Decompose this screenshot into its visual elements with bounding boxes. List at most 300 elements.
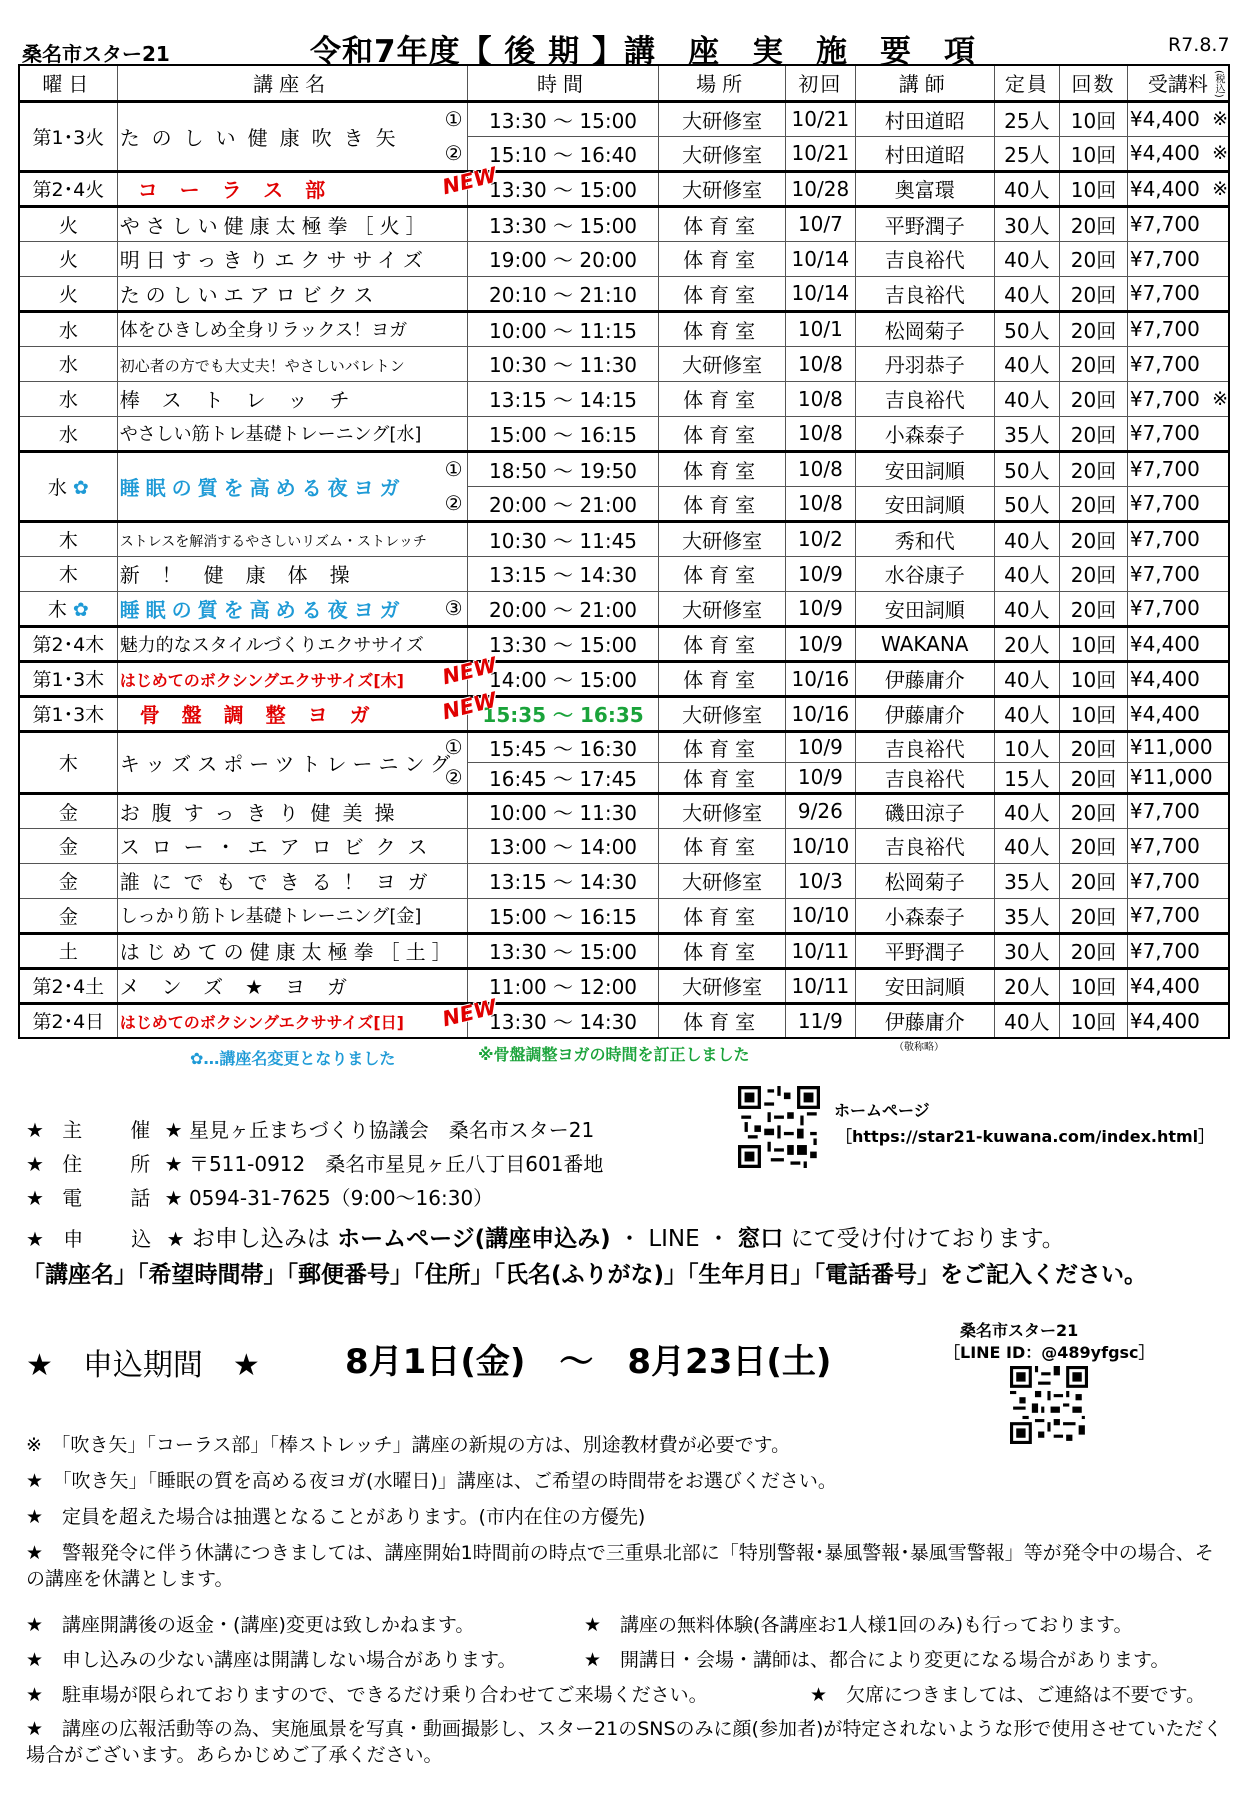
course-cell	[117, 968, 467, 1003]
table-row	[19, 696, 1229, 731]
material-fee-mark: ※	[1212, 177, 1228, 200]
day-cell	[19, 451, 117, 521]
instructor-cell: 伊藤庸介	[855, 1003, 994, 1038]
time-cell: 13:30 ～ 15:00	[467, 206, 659, 241]
place-cell: 体育室	[659, 828, 785, 863]
first-date-cell: 10/8	[785, 486, 855, 521]
count-cell: 20回	[1060, 591, 1128, 626]
instructor-cell: WAKANA	[855, 626, 994, 661]
line-id: ［LINE ID：@489yfgsc］	[944, 1343, 1155, 1362]
fee-value: ¥4,400	[1129, 176, 1200, 201]
star-icon: ★	[164, 1152, 183, 1176]
fee-cell: ¥7,700	[1127, 416, 1229, 451]
address-line	[26, 1148, 603, 1177]
col-count: 回数	[1060, 65, 1128, 101]
note-cancel-low: ★ 申し込みの少ない講座は開講しない場合があります。	[26, 1649, 517, 1671]
address-label: 住 所	[62, 1152, 165, 1176]
course-name: はじめてのボクシングエクササイズ[日]	[119, 1012, 404, 1032]
table-row	[19, 793, 1229, 828]
day-cell: 第2･4土	[19, 968, 117, 1003]
address-value: 〒511-0912 桑名市星見ヶ丘八丁目601番地	[188, 1152, 604, 1176]
course-cell	[117, 652, 499, 696]
course-cell	[117, 311, 467, 346]
day-cell: 第2･4木	[19, 626, 117, 661]
apply-window: 窓口	[737, 1226, 784, 1252]
instructor-cell: 安田詞順	[855, 486, 994, 521]
first-date-cell: 10/2	[785, 521, 855, 556]
table-row	[19, 101, 1229, 136]
apply-post: にて受け付けております。	[790, 1226, 1065, 1252]
course-name: キッズスポーツトレーニング	[119, 751, 457, 776]
time-cell: 18:50 ～ 19:50	[467, 451, 659, 486]
note-weather: ★ 警報発令に伴う休講につきましては、講座開始1時間前の時点で三重県北部に「特別警報･暴風警報･暴風雪警報」等が発令中の場合、その講座を休講とします。	[26, 1542, 1214, 1590]
session-marker: ②	[444, 490, 463, 515]
time-cell: 13:15 ～ 14:30	[467, 556, 659, 591]
first-date-cell: 10/9	[785, 626, 855, 661]
capacity-cell: 50人	[994, 451, 1059, 486]
fee-cell: ¥4,400	[1127, 626, 1229, 661]
apply-pre: お申し込みは	[191, 1226, 330, 1252]
honorific-note: （敬称略）	[894, 1042, 944, 1053]
instructor-cell: 磯田涼子	[855, 793, 994, 828]
course-cell	[117, 793, 467, 828]
fee-cell: ¥7,700	[1127, 933, 1229, 968]
fee-cell: ¥7,700	[1127, 311, 1229, 346]
course-name: 明日すっきりエクササイズ	[119, 248, 429, 272]
capacity-cell: 40人	[994, 171, 1059, 206]
place-cell: 体育室	[659, 206, 785, 241]
course-name: 体をひきしめ全身リラックス！ヨガ	[119, 320, 408, 341]
capacity-cell: 40人	[994, 1003, 1059, 1038]
day-cell: 水	[19, 311, 117, 346]
time-cell: 13:00 ～ 14:00	[467, 828, 659, 863]
star-icon: ★	[26, 1186, 44, 1210]
fee-value: ¥4,400	[1129, 107, 1200, 131]
col-day: 曜日	[19, 65, 117, 101]
time-cell: 15:00 ～ 16:15	[467, 416, 659, 451]
first-date-cell: 10/8	[785, 346, 855, 381]
homepage-label: ホームページ	[834, 1101, 930, 1120]
count-cell: 10回	[1060, 101, 1128, 136]
place-cell: 大研修室	[659, 793, 785, 828]
first-date-cell: 10/8	[785, 381, 855, 416]
course-cell	[117, 898, 467, 933]
place-cell: 体育室	[659, 381, 785, 416]
table-row	[19, 381, 1229, 416]
time-cell: 20:10 ～ 21:10	[467, 276, 659, 311]
course-name: やさしい健康太極拳［火］	[119, 213, 432, 238]
time-cell: 15:45 ～ 16:30	[467, 731, 659, 762]
schedule-body	[19, 101, 1229, 1038]
table-row	[19, 346, 1229, 381]
course-name: メンズ★ヨガ	[119, 975, 370, 999]
table-row	[19, 968, 1229, 1003]
course-name: お腹すっきり健美操	[119, 800, 407, 825]
day-cell: 木	[19, 731, 117, 793]
instructor-cell: 伊藤庸介	[855, 696, 994, 731]
organizer-label: 主 催	[62, 1118, 165, 1142]
fee-value: ¥4,400	[1129, 141, 1200, 165]
instructor-cell: 吉良裕代	[855, 731, 994, 762]
time-cell: 13:30 ～ 15:00	[467, 933, 659, 968]
place-cell: 大研修室	[659, 591, 785, 626]
col-fee-tax-tag: (税込)	[1213, 70, 1224, 98]
session-marker: ①	[444, 735, 463, 760]
count-cell: 10回	[1060, 136, 1128, 171]
course-cell	[117, 241, 467, 276]
time-cell: 10:00 ～ 11:15	[467, 311, 659, 346]
fee-cell: ¥7,700	[1127, 241, 1229, 276]
fee-cell: ¥7,700	[1127, 556, 1229, 591]
instructor-cell: 吉良裕代	[855, 828, 994, 863]
apply-label: 申 込	[63, 1227, 166, 1251]
time-cell: 11:00 ～ 12:00	[467, 968, 659, 1003]
course-name: はじめてのボクシングエクササイズ[木]	[119, 670, 404, 690]
course-cell	[117, 828, 467, 863]
note-free-trial: ★ 講座の無料体験(各講座お1人様1回のみ)も行っております。	[584, 1614, 1133, 1636]
place-cell: 体育室	[659, 416, 785, 451]
capacity-cell: 35人	[994, 898, 1059, 933]
course-name: たのしい健康吹き矢	[119, 125, 408, 150]
instructor-cell: 吉良裕代	[855, 276, 994, 311]
time-cell: 20:00 ～ 21:00	[467, 486, 659, 521]
day-cell: 第1･3火	[19, 101, 117, 171]
fee-cell: ¥4,400	[1127, 696, 1229, 731]
capacity-cell: 40人	[994, 793, 1059, 828]
day-cell: 木	[19, 556, 117, 591]
fee-cell: ¥7,700	[1127, 828, 1229, 863]
instructor-cell: 秀和代	[855, 521, 994, 556]
time-cell: 10:00 ～ 11:30	[467, 793, 659, 828]
star-icon: ★	[164, 1186, 183, 1210]
course-name: コーラス部	[137, 178, 348, 202]
capacity-cell: 40人	[994, 661, 1059, 696]
note-lottery: ★ 定員を超えた場合は抽選となることがあります。(市内在住の方優先)	[26, 1506, 646, 1528]
star-icon: ★	[164, 1118, 183, 1142]
count-cell: 20回	[1060, 416, 1128, 451]
count-cell: 10回	[1060, 696, 1128, 731]
name-change-note: ✿…講座名変更となりました	[190, 1049, 396, 1068]
count-cell: 10回	[1060, 968, 1128, 1003]
course-cell	[117, 346, 467, 381]
capacity-cell: 40人	[994, 556, 1059, 591]
first-date-cell: 10/9	[785, 731, 855, 762]
fee-cell	[1127, 381, 1229, 416]
course-cell	[117, 687, 499, 731]
first-date-cell: 10/28	[785, 171, 855, 206]
course-cell	[117, 626, 467, 661]
fee-cell: ¥7,700	[1127, 591, 1229, 626]
place-cell: 体育室	[659, 661, 785, 696]
capacity-cell: 40人	[994, 696, 1059, 731]
table-row	[19, 521, 1229, 556]
fee-cell: ¥7,700	[1127, 793, 1229, 828]
time-cell: 13:15 ～ 14:30	[467, 863, 659, 898]
course-cell	[117, 863, 467, 898]
day-cell: 火	[19, 276, 117, 311]
course-name: 初心者の方でも大丈夫！やさしいバレトン	[119, 356, 405, 375]
day-cell: 水	[19, 381, 117, 416]
course-cell	[117, 556, 467, 591]
time-correction-note: ※骨盤調整ヨガの時間を訂正しました	[478, 1045, 750, 1064]
table-row	[19, 731, 1229, 762]
table-row	[19, 276, 1229, 311]
course-name: 睡眠の質を高める夜ヨガ	[119, 597, 406, 622]
count-cell: 10回	[1060, 661, 1128, 696]
schedule-table	[18, 64, 1230, 1039]
table-header-row	[19, 65, 1229, 101]
fee-cell: ¥7,700	[1127, 451, 1229, 486]
time-cell: 15:35 ～ 16:35	[467, 696, 659, 731]
place-cell: 大研修室	[659, 136, 785, 171]
place-cell: 体育室	[659, 311, 785, 346]
capacity-cell: 35人	[994, 416, 1059, 451]
table-row	[19, 556, 1229, 591]
phone-label: 電 話	[62, 1186, 165, 1210]
homepage-url[interactable]: ［https://star21-kuwana.com/index.html］	[836, 1127, 1215, 1146]
first-date-cell: 10/16	[785, 661, 855, 696]
place-cell: 体育室	[659, 626, 785, 661]
instructor-cell: 丹羽恭子	[855, 346, 994, 381]
flower-icon: ✿	[72, 598, 89, 621]
session-marker: ②	[444, 764, 463, 789]
capacity-cell: 30人	[994, 206, 1059, 241]
star-icon: ★	[26, 1118, 44, 1142]
instructor-cell: 安田詞順	[855, 451, 994, 486]
instructor-cell: 平野潤子	[855, 206, 994, 241]
instructor-cell: 小森泰子	[855, 898, 994, 933]
capacity-cell: 40人	[994, 276, 1059, 311]
instructor-cell: 松岡菊子	[855, 311, 994, 346]
first-date-cell: 10/9	[785, 556, 855, 591]
day-cell: 木	[19, 521, 117, 556]
day-cell: 第1･3木	[19, 661, 117, 696]
count-cell: 20回	[1060, 731, 1128, 762]
time-cell: 10:30 ～ 11:45	[467, 521, 659, 556]
session-marker: ①	[444, 457, 463, 482]
count-cell: 20回	[1060, 486, 1128, 521]
phone-line	[26, 1182, 493, 1211]
time-cell: 14:00 ～ 15:00	[467, 661, 659, 696]
capacity-cell: 40人	[994, 346, 1059, 381]
session-marker: ③	[444, 596, 463, 620]
count-cell: 10回	[1060, 171, 1128, 206]
instructor-cell: 平野潤子	[855, 933, 994, 968]
first-date-cell: 10/7	[785, 206, 855, 241]
count-cell: 20回	[1060, 276, 1128, 311]
table-row	[19, 933, 1229, 968]
apply-line	[26, 1220, 1065, 1253]
first-date-cell: 10/3	[785, 863, 855, 898]
document-title: 令和7年度【 後 期 】講 座 実 施 要 項	[310, 34, 976, 70]
fee-cell: ¥4,400	[1127, 661, 1229, 696]
place-cell: 体育室	[659, 451, 785, 486]
time-cell: 13:30 ～ 15:00	[467, 101, 659, 136]
table-row	[19, 591, 1229, 626]
material-fee-mark: ※	[1212, 387, 1228, 410]
course-name: やさしい筋トレ基礎トレーニング[水]	[119, 424, 422, 445]
day-cell: 金	[19, 863, 117, 898]
capacity-cell: 35人	[994, 863, 1059, 898]
instructor-cell: 松岡菊子	[855, 863, 994, 898]
place-cell: 大研修室	[659, 696, 785, 731]
fee-value: ¥7,700	[1129, 386, 1200, 411]
material-fee-mark: ※	[1212, 142, 1228, 164]
capacity-cell: 40人	[994, 521, 1059, 556]
first-date-cell: 9/26	[785, 793, 855, 828]
place-cell: 体育室	[659, 933, 785, 968]
table-row	[19, 451, 1229, 486]
first-date-cell: 10/1	[785, 311, 855, 346]
day-label: 水	[47, 476, 67, 499]
time-cell: 15:10 ～ 16:40	[467, 136, 659, 171]
time-cell: 13:30 ～ 15:00	[467, 171, 659, 206]
fee-cell: ¥11,000	[1127, 731, 1229, 762]
course-cell	[117, 591, 467, 626]
first-date-cell: 10/11	[785, 933, 855, 968]
count-cell: 20回	[1060, 521, 1128, 556]
col-time: 時間	[467, 65, 659, 101]
table-row	[19, 898, 1229, 933]
course-name: スロー・エアロビクス	[119, 835, 440, 859]
fee-cell: ¥7,700	[1127, 863, 1229, 898]
table-row	[19, 171, 1229, 206]
day-cell: 金	[19, 898, 117, 933]
fee-cell: ¥7,700	[1127, 276, 1229, 311]
time-cell: 10:30 ～ 11:30	[467, 346, 659, 381]
capacity-cell: 40人	[994, 241, 1059, 276]
note-photo: ★ 講座の広報活動等の為、実施風景を写真・動画撮影し、スター21のSNSのみに顔(参加者)が特定されないような形で使用させていただく場合がございます。あらかじめご了承ください。	[26, 1718, 1223, 1766]
course-name: 骨盤調整ヨガ	[139, 703, 392, 727]
note-material-fee: ※ 「吹き矢」「コーラス部」「棒ストレッチ」講座の新規の方は、別途教材費が必要です。	[26, 1434, 791, 1456]
note-parking: ★ 駐車場が限られておりますので、できるだけ乗り合わせてご来場ください。	[26, 1684, 708, 1706]
count-cell: 20回	[1060, 206, 1128, 241]
count-cell: 20回	[1060, 863, 1128, 898]
capacity-cell: 50人	[994, 311, 1059, 346]
instructor-cell: 伊藤庸介	[855, 661, 994, 696]
day-label: 木	[47, 598, 67, 621]
time-cell: 15:00 ～ 16:15	[467, 898, 659, 933]
course-name: 魅力的なスタイルづくりエクササイズ	[119, 634, 424, 656]
col-course: 講座名	[117, 65, 467, 101]
instructor-cell: 小森泰子	[855, 416, 994, 451]
first-date-cell: 10/16	[785, 696, 855, 731]
first-date-cell: 10/9	[785, 762, 855, 793]
organization-name: 桑名市スター21	[22, 42, 170, 66]
fee-cell: ¥7,700	[1127, 206, 1229, 241]
table-row	[19, 311, 1229, 346]
apply-required-fields: 「講座名」「希望時間帯」「郵便番号」「住所」「氏名(ふりがな)」「生年月日」「電話番号」をご記入ください。	[22, 1262, 1148, 1288]
place-cell: 大研修室	[659, 521, 785, 556]
instructor-cell: 吉良裕代	[855, 762, 994, 793]
instructor-cell: 安田詞順	[855, 591, 994, 626]
phone-value: 0594-31-7625（9:00～16:30）	[188, 1186, 494, 1210]
count-cell: 20回	[1060, 346, 1128, 381]
new-badge: NEW	[439, 687, 499, 724]
instructor-cell: 安田詞順	[855, 968, 994, 1003]
fee-cell	[1127, 171, 1229, 206]
star-icon: ★	[26, 1227, 44, 1251]
count-cell: 10回	[1060, 626, 1128, 661]
capacity-cell: 20人	[994, 626, 1059, 661]
place-cell: 大研修室	[659, 968, 785, 1003]
col-fee-label: 受講料	[1147, 72, 1208, 97]
star-icon: ★	[26, 1152, 44, 1176]
first-date-cell: 11/9	[785, 1003, 855, 1038]
fee-cell	[1127, 101, 1229, 136]
fee-cell: ¥11,000	[1127, 762, 1229, 793]
day-cell: 第1･3木	[19, 696, 117, 731]
first-date-cell: 10/9	[785, 591, 855, 626]
place-cell: 体育室	[659, 762, 785, 793]
new-badge: NEW	[439, 652, 499, 689]
col-fee	[1127, 65, 1229, 101]
count-cell: 20回	[1060, 451, 1128, 486]
course-cell	[117, 381, 467, 416]
apply-mid: ・ LINE ・	[618, 1226, 730, 1252]
capacity-cell: 25人	[994, 136, 1059, 171]
fee-cell	[1127, 136, 1229, 171]
place-cell: 体育室	[659, 276, 785, 311]
place-cell: 体育室	[659, 731, 785, 762]
instructor-cell: 村田道昭	[855, 101, 994, 136]
time-cell: 16:45 ～ 17:45	[467, 762, 659, 793]
session-marker: ①	[444, 107, 463, 132]
course-cell	[117, 416, 467, 451]
session-marker: ②	[444, 140, 463, 165]
capacity-cell: 15人	[994, 762, 1059, 793]
day-cell: 金	[19, 828, 117, 863]
fee-cell: ¥4,400	[1127, 968, 1229, 1003]
col-capacity: 定員	[994, 65, 1059, 101]
place-cell: 体育室	[659, 1003, 785, 1038]
flower-icon: ✿	[72, 476, 89, 499]
place-cell: 体育室	[659, 486, 785, 521]
star-icon: ★	[166, 1227, 185, 1251]
capacity-cell: 20人	[994, 968, 1059, 1003]
course-cell	[117, 101, 467, 171]
course-name: はじめての健康太極拳［土］	[119, 940, 458, 964]
line-org-name: 桑名市スター21	[960, 1321, 1079, 1340]
count-cell: 20回	[1060, 898, 1128, 933]
note-absence: ★ 欠席につきましては、ご連絡は不要です。	[810, 1684, 1206, 1706]
col-first: 初回	[785, 65, 855, 101]
new-badge: NEW	[439, 994, 499, 1031]
count-cell: 20回	[1060, 933, 1128, 968]
place-cell: 体育室	[659, 556, 785, 591]
line-qr-icon[interactable]	[1010, 1366, 1088, 1444]
course-cell	[117, 162, 499, 206]
capacity-cell: 40人	[994, 381, 1059, 416]
organizer-line	[26, 1114, 594, 1143]
first-date-cell: 10/10	[785, 898, 855, 933]
table-row	[19, 416, 1229, 451]
course-name: 棒ストレッチ	[119, 388, 372, 412]
place-cell: 大研修室	[659, 346, 785, 381]
homepage-qr-icon[interactable]	[738, 1086, 820, 1168]
capacity-cell: 40人	[994, 828, 1059, 863]
first-date-cell: 10/11	[785, 968, 855, 1003]
first-date-cell: 10/14	[785, 241, 855, 276]
first-date-cell: 10/21	[785, 136, 855, 171]
course-cell	[117, 521, 467, 556]
fee-cell: ¥7,700	[1127, 486, 1229, 521]
material-fee-mark: ※	[1212, 108, 1228, 130]
course-cell	[117, 276, 467, 311]
first-date-cell: 10/8	[785, 416, 855, 451]
day-cell: 第2･4火	[19, 171, 117, 206]
fee-cell: ¥7,700	[1127, 898, 1229, 933]
